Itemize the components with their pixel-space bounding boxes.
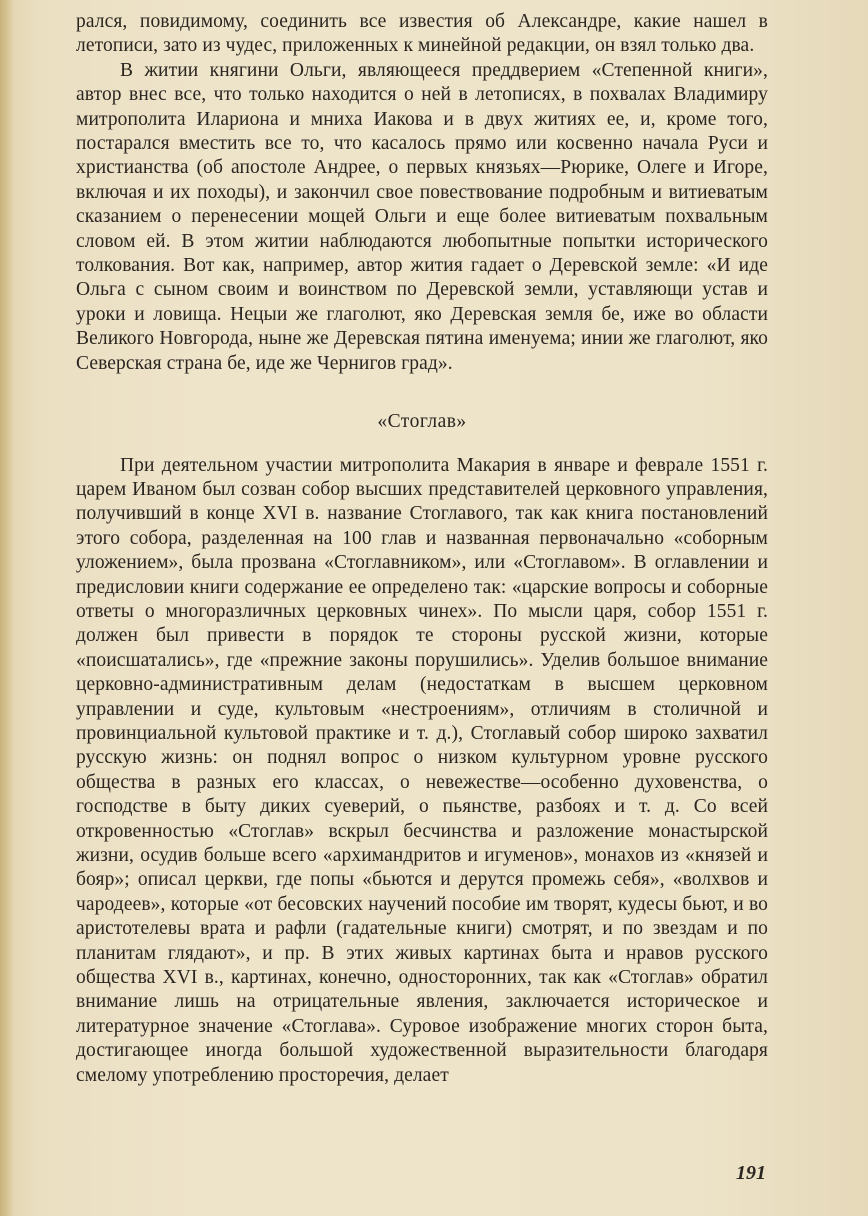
section-heading: «Стоглав» — [377, 411, 467, 433]
page-fold-shadow — [0, 0, 14, 1216]
body-text — [76, 10, 768, 1088]
paragraph-stoglav: При деятельном участии митрополита Макария в январе и феврале 1551 г. царем Иваном был созван собор высших представителей церковного управления, получивший в конце XVI в. название Стоглавого, так как книга постановлений этого собора, разделенная на 100 глав и названная первоначально «соборным уложением», была прозвана «Стоглавником», или «Стоглавом». В оглавлении и предисловии книги содержание ее определено так: «царские вопросы и соборные ответы о многоразличных церковных чинех». По мысли царя, собор 1551 г. должен был привести в порядок те стороны русской жизни, которые «поисшатались», где «прежние законы порушились». Уделив большое внимание церковно-административным делам (недостаткам в высшем церковном управлении и суде, культовым «нестроениям», отличиям в столичной и провинциальной культовой практике и т. д.), Стоглавый собор широко захватил русскую жизнь: он поднял вопрос о низком культурном уровне русского общества в разных его классах, о невежестве—особенно духовенства, о господстве в быту диких суеверий, о пьянстве, разбоях и т. д. Со всей откровенностью «Стоглав» вскрыл бесчинства и разложение монастырской жизни, осудив больше всего «архимандритов и игуменов», монахов из «князей и бояр»; описал церкви, где попы «бьются и дерутся промежь себя», «волхвов и чародеев», которые «от бесовских научений пособие им творят, кудесы бьют, и во аристотелевы врата и рафли (гадательные книги) смотрят, и по звездам и по планитам глядают», и пр. В этих живых картинах быта и нравов русского общества XVI в., картинах, конечно, односторонних, так как «Стоглав» обратил внимание лишь на отрицательные явления, заключается историческое и литературное значение «Стоглава». Суровое изображение многих сторон быта, достигающее иногда большой художественной выразительности благодаря смелому употреблению просторечия, делает — [76, 454, 768, 1086]
page-number: 191 — [736, 1162, 766, 1184]
paragraph-olga: В житии княгини Ольги, являющееся преддверием «Степенной книги», автор внес все, что только находится о ней в летописях, в похвалах Владимиру митрополита Илариона и мниха Иакова и в двух житиях ее, и, кроме того, постарался вместить все то, что касалось прямо или косвенно начала Руси и христианства (об апостоле Андрее, о первых князьях—Рюрике, Олеге и Игоре, включая и их походы), и закончил свое повествование подробным и витиеватым сказанием о перенесении мощей Ольги и еще более витиеватым похвальным словом ей. В этом житии наблюдаются любопытные попытки исторического толкования. Вот как, например, автор жития гадает о Деревской земле: «И иде Ольга с сыном своим и воинством по Деревской земли, уставляющи устав и уроки и ловища. Нецыи же глаголют, яко Деревская земля бе, иже во области Великого Новгорода, ныне же Деревская пятина именуема; инии же глаголют, яко Северская страна бе, иде же Чернигов град». — [76, 59, 768, 374]
paragraph-continuation: рался, повидимому, соединить все известия об Александре, какие нашел в летописи, зато из чудес, приложенных к минейной редакции, он взял только два. — [76, 11, 768, 57]
